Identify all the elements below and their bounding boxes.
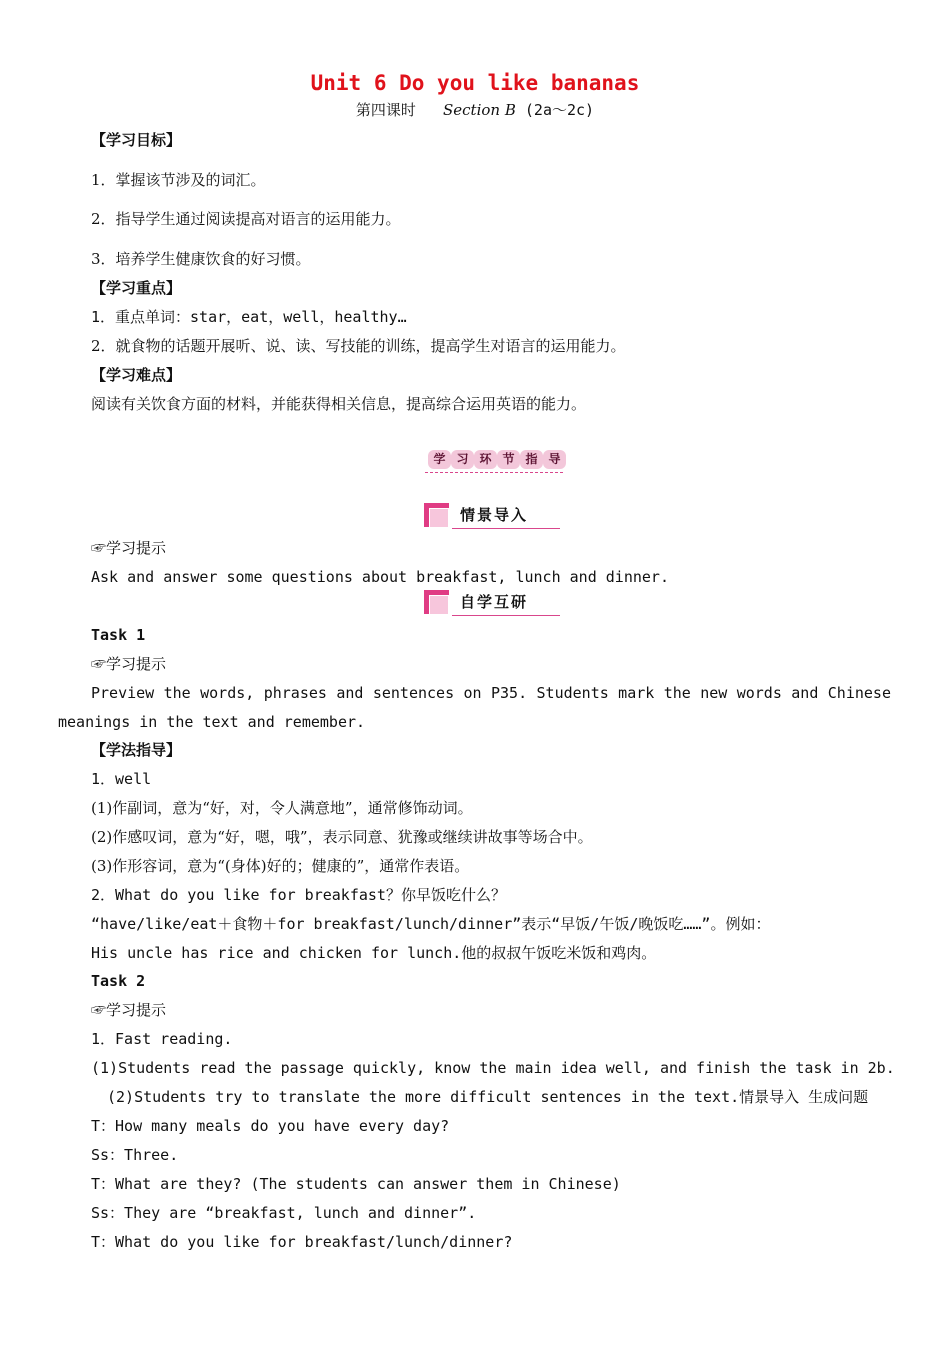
section-label: 情景导入 <box>460 506 529 524</box>
task-title: Task 1 <box>91 626 146 644</box>
objectives-heading: 【学习目标】 <box>91 131 182 149</box>
section-label: 自学互研 <box>460 593 529 611</box>
key-points-heading: 【学习重点】 <box>91 279 182 297</box>
section-heading-self-study <box>424 590 560 616</box>
key-point-item: 2．就食物的话题开展听、说、读、写技能的训练，提高学生对语言的运用能力。 <box>91 337 626 355</box>
objective-item: 2．指导学生通过阅读提高对语言的运用能力。 <box>91 210 401 228</box>
guide-line: (3)作形容词，意为“(身体)好的；健康的”，通常作表语。 <box>91 857 470 875</box>
guide-line: 2．What do you like for breakfast？你早饭吃什么？ <box>91 886 506 904</box>
banner-char: 习 <box>451 450 474 469</box>
hint-label: ☞学习提示 <box>91 1001 167 1019</box>
objective-item: 3．培养学生健康饮食的好习惯。 <box>91 250 311 268</box>
guide-line: (2)作感叹词，意为“好，嗯，哦”，表示同意、犹豫或继续讲故事等场合中。 <box>91 828 593 846</box>
banner-char: 学 <box>428 450 451 469</box>
difficulties-heading: 【学习难点】 <box>91 366 182 384</box>
guide-line: (1)作副词，意为“好，对，令人满意地”，通常修饰动词。 <box>91 799 473 817</box>
hint-text: Ask and answer some questions about breakfast, lunch and dinner. <box>91 568 669 586</box>
key-point-item: 1．重点单词：star，eat，well，healthy… <box>91 308 407 326</box>
task2-line: 1．Fast reading. <box>91 1030 233 1048</box>
guide-line: 1．well <box>91 770 152 788</box>
dialogue-line: Ss：They are “breakfast, lunch and dinner”. <box>91 1204 477 1222</box>
task1-paragraph-line: meanings in the text and remember. <box>58 713 366 731</box>
document-subtitle <box>0 100 950 120</box>
difficulties-text: 阅读有关饮食方面的材料，并能获得相关信息，提高综合运用英语的能力。 <box>91 395 587 413</box>
section-range: (2a～2c) <box>524 101 595 119</box>
banner-divider <box>425 472 563 473</box>
task1-paragraph-line: Preview the words, phrases and sentences on P35. Students mark the new words and Chinese <box>91 684 891 702</box>
dialogue-line: Ss：Three. <box>91 1146 179 1164</box>
section-heading-intro <box>424 503 560 529</box>
banner-char: 节 <box>497 450 520 469</box>
dialogue-line: T：How many meals do you have every day? <box>91 1117 450 1135</box>
banner-char: 指 <box>520 450 543 469</box>
task2-line: (2)Students try to translate the more difficult sentences in the text.情景导入 生成问题 <box>107 1088 869 1106</box>
guide-heading: 【学法指导】 <box>91 741 182 759</box>
hint-label: ☞学习提示 <box>91 539 167 557</box>
guide-line: His uncle has rice and chicken for lunch.他的叔叔午饭吃米饭和鸡肉。 <box>91 944 657 962</box>
dialogue-line: T：What are they? (The students can answer them in Chinese) <box>91 1175 621 1193</box>
guide-line: “have/like/eat＋食物＋for breakfast/lunch/dinner”表示“早饭/午饭/晚饭吃……”。例如： <box>91 915 771 933</box>
lesson-label: 第四课时 <box>355 101 416 119</box>
hint-label: ☞学习提示 <box>91 655 167 673</box>
section-label: Section B <box>443 101 516 119</box>
section-banner <box>423 450 565 476</box>
task-title: Task 2 <box>91 972 146 990</box>
task2-line: (1)Students read the passage quickly, know the main idea well, and finish the task in 2b. <box>91 1059 895 1077</box>
document-title: Unit 6 Do you like bananas <box>310 71 640 95</box>
objective-item: 1．掌握该节涉及的词汇。 <box>91 171 266 189</box>
dialogue-line: T：What do you like for breakfast/lunch/dinner? <box>91 1233 513 1251</box>
banner-char: 导 <box>543 450 566 469</box>
banner-char: 环 <box>474 450 497 469</box>
